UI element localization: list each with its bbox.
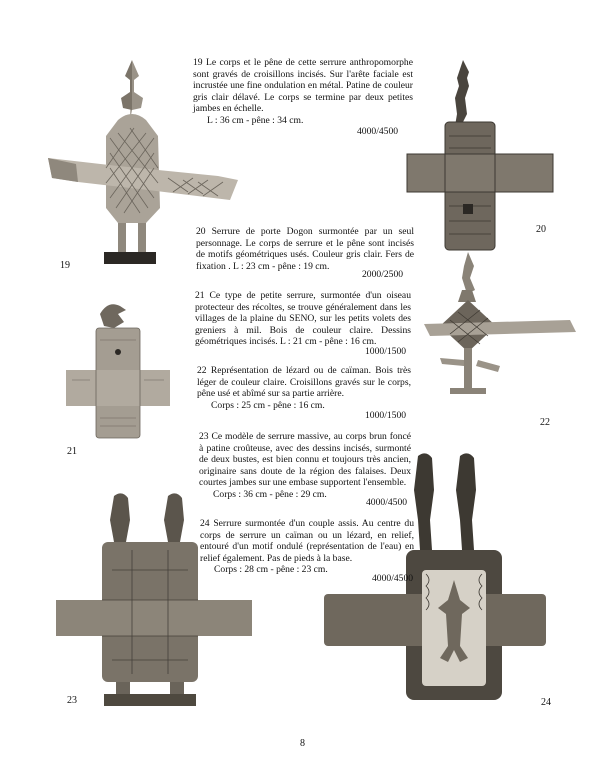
entry-21-text [195, 290, 411, 348]
entry-19-text [193, 57, 413, 127]
figure-number-21: 21 [67, 446, 77, 457]
figure-number-20: 20 [536, 224, 546, 235]
figure-number-24: 24 [541, 697, 551, 708]
entry-21-price: 1000/1500 [365, 346, 407, 357]
entry-23-description: 23 Ce modèle de serrure massive, au corps brun foncé à patine croûteuse, avec des dessins incisés, surmonté de deux bustes, est bien connu et toujours très ancien, originaire sans doute de la région des falaises. Deux courtes jambes sur une embase supportent l'ensemble. [199, 431, 411, 489]
figure-number-23: 23 [67, 695, 77, 706]
entry-22-description: 22 Représentation de lézard ou de caïman. Bois très léger de couleur claire. Croisillons gravés sur le corps, pêne usé et abîmé sur sa partie arrière. [197, 365, 411, 400]
entry-20-text [196, 226, 414, 272]
entry-24-price: 4000/4500 [372, 573, 414, 584]
entry-24-dimensions: Corps : 28 cm - pêne : 23 cm. [214, 564, 328, 576]
entry-22-text [197, 365, 411, 411]
entry-20-description: 20 Serrure de porte Dogon surmontée par un seul personnage. Le corps de serrure et le pêne sont incisés de motifs géométriques usés. Couleur gris clair. Fers de fixation . L : 23 cm - pêne : 19 cm. [196, 226, 414, 272]
entry-24-text [200, 518, 414, 576]
entry-22-price: 1000/1500 [365, 410, 407, 421]
entry-22-dimensions: Corps : 25 cm - pêne : 16 cm. [211, 399, 325, 411]
lock-22-photo [420, 248, 580, 408]
entry-19-price: 4000/4500 [357, 126, 399, 137]
entry-19-dimensions: L : 36 cm - pêne : 34 cm. [207, 114, 304, 126]
lock-20-photo [405, 56, 555, 256]
entry-24-description: 24 Serrure surmontée d'un couple assis. Au centre du corps de serrure un caïman ou un lézard, en relief, entouré d'un motif ondulé (représentation de l'eau) en relief également. Pas de pieds à la base. [200, 518, 414, 564]
figure-number-22: 22 [540, 417, 550, 428]
entry-21-description: 21 Ce type de petite serrure, surmontée d'un oiseau protecteur des récoltes, se trouve généralement dans les villages de la plaine du SENO, sur les petits volets des greniers à mil. Bois de couleur claire. Dessins géométriques incisés. L : 21 cm - pêne : 16 cm. [195, 290, 411, 348]
page-number: 8 [300, 738, 305, 749]
entry-23-text [199, 431, 411, 501]
lock-21-photo [60, 300, 170, 440]
entry-19-description: 19 Le corps et le pêne de cette serrure anthropomorphe sont gravés de croisillons incisés. Sur l'arête faciale est incrustée une fine ondulation en métal. Patine de couleur gris clair délavé. Le corps se termine par deux petites jambes en échelle. [193, 57, 413, 115]
entry-23-price: 4000/4500 [366, 497, 408, 508]
entry-23-dimensions: Corps : 36 cm - pêne : 29 cm. [213, 488, 327, 500]
entry-20-price: 2000/2500 [362, 269, 404, 280]
figure-number-19: 19 [60, 260, 70, 271]
